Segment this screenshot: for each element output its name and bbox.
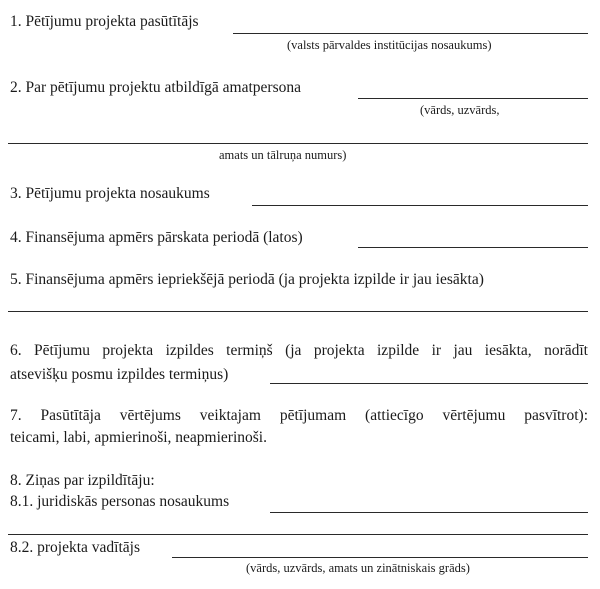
item-4-label: 4. Finansējuma apmērs pārskata periodā (latos) [10,229,303,246]
item-3-label: 3. Pētījumu projekta nosaukums [10,185,210,202]
item-3-field[interactable] [252,205,588,206]
item-2-field-continued[interactable] [8,143,588,144]
item-8-2-hint: (vārds, uzvārds, amats un zinātniskais grāds) [246,561,470,575]
item-4-field[interactable] [358,247,588,248]
item-1-label: 1. Pētījumu projekta pasūtītājs [10,13,199,30]
item-1-hint: (valsts pārvaldes institūcijas nosaukums) [287,38,492,52]
item-2-label: 2. Par pētījumu projektu atbildīgā amatpersona [10,79,301,96]
item-2-hint-2: amats un tālruņa numurs) [219,148,347,162]
item-5-label: 5. Finansējuma apmērs iepriekšējā periodā (ja projekta izpilde ir jau iesākta) [10,271,484,288]
item-7-label-line-1: 7. Pasūtītāja vērtējums veiktajam pētījumam (attiecīgo vērtējumu pasvītrot): [10,407,588,424]
item-8-2-field[interactable] [172,557,588,558]
item-2-field[interactable] [358,98,588,99]
item-5-field[interactable] [8,311,588,312]
item-8-1-label: 8.1. juridiskās personas nosaukums [10,493,230,510]
item-8-2-label: 8.2. projekta vadītājs [10,539,140,556]
item-2-hint-1: (vārds, uzvārds, [420,103,500,117]
item-8-1-field-continued[interactable] [8,534,588,535]
item-6-label-line-2: atsevišķu posmu izpildes termiņus) [10,366,229,383]
item-7-label-line-2: teicami, labi, apmierinoši, neapmierinoši. [10,429,267,446]
item-1-field[interactable] [233,33,588,34]
item-8-label: 8. Ziņas par izpildītāju: [10,472,155,489]
item-8-1-field[interactable] [270,512,588,513]
item-6-field[interactable] [270,383,588,384]
item-6-label-line-1: 6. Pētījumu projekta izpildes termiņš (ja projekta izpilde ir jau iesākta, norādīt [10,342,588,359]
